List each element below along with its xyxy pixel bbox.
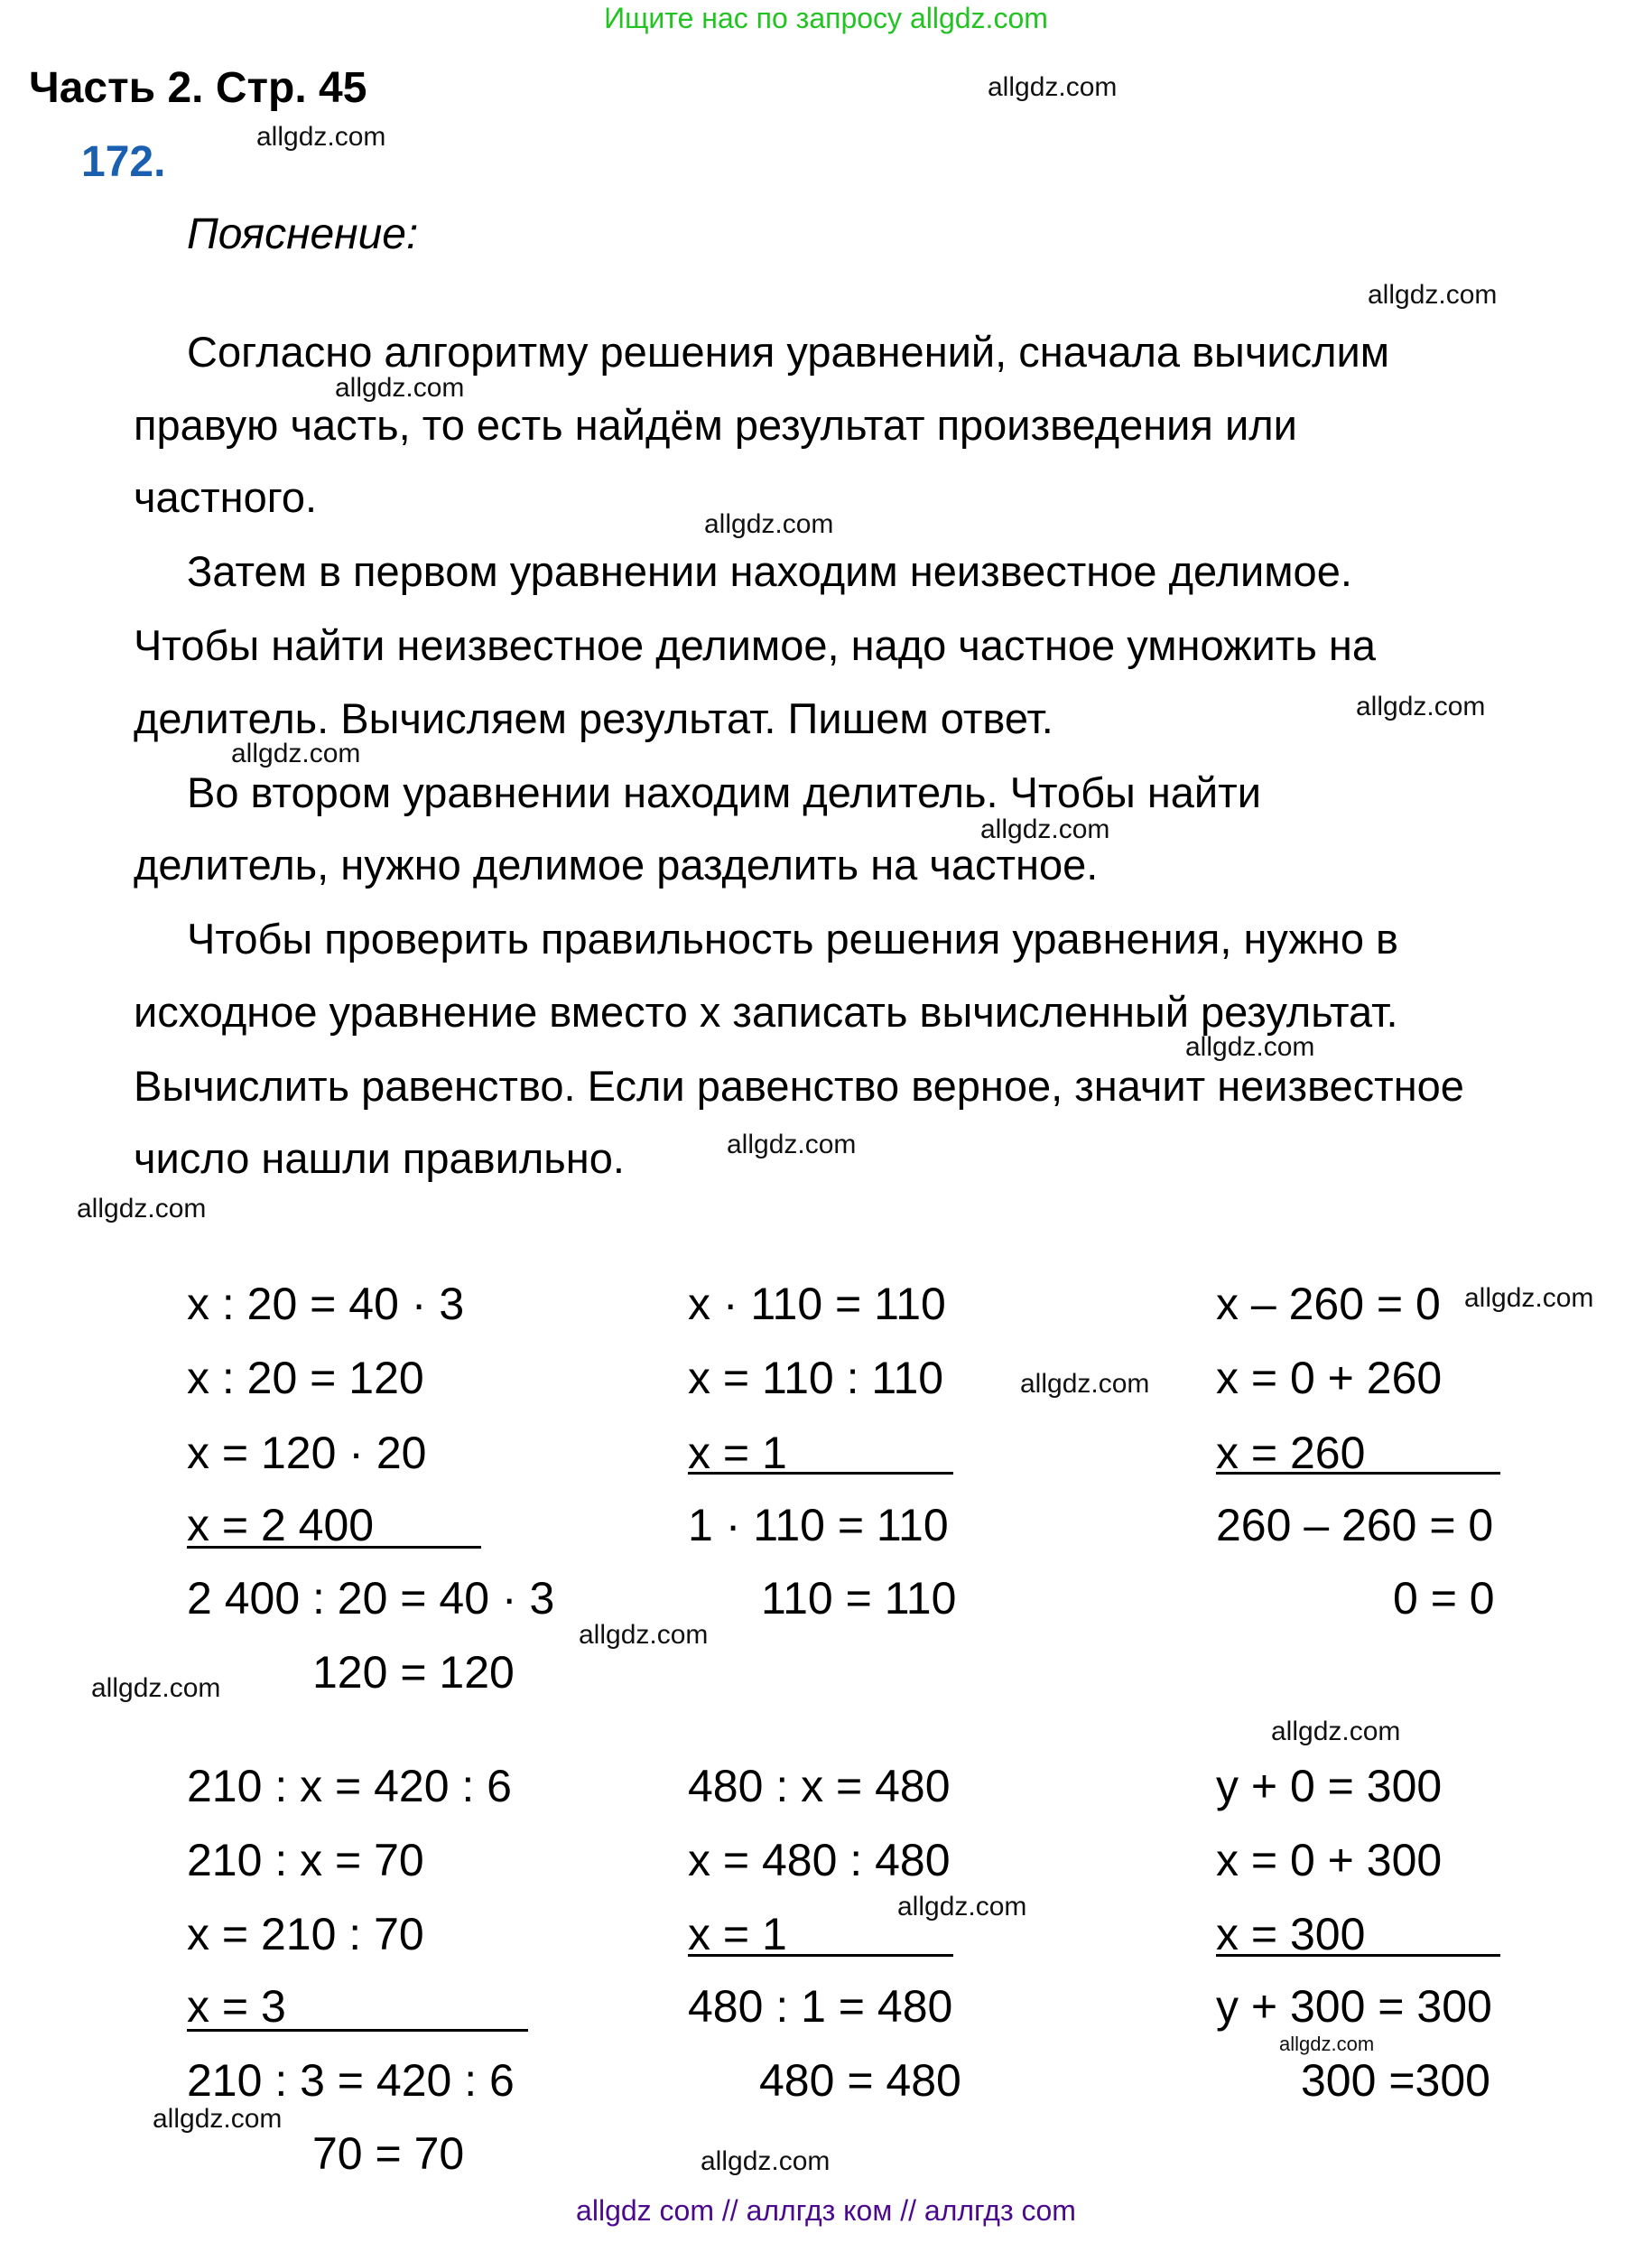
- watermark: allgdz.com: [1020, 1369, 1150, 1399]
- equation-answer: x = 1: [688, 1428, 787, 1478]
- equation-line: x : 20 = 40 · 3: [187, 1279, 465, 1329]
- task-number: 172.: [81, 138, 166, 186]
- equation-line: 0 = 0: [1393, 1573, 1495, 1624]
- watermark: allgdz.com: [256, 122, 386, 152]
- equation-line: x · 110 = 110: [688, 1279, 946, 1329]
- equation-line: 480 : x = 480: [688, 1761, 951, 1811]
- equation-line: x = 120 · 20: [187, 1428, 427, 1478]
- equation-line: x = 110 : 110: [688, 1353, 944, 1403]
- watermark: allgdz.com: [701, 2146, 831, 2176]
- explanation-heading: Пояснение:: [187, 210, 419, 258]
- watermark: allgdz.com: [1279, 2033, 1375, 2055]
- equation-line: y + 0 = 300: [1216, 1761, 1443, 1811]
- answer-underline: [187, 2029, 528, 2032]
- answer-underline: [688, 1472, 953, 1475]
- watermark: allgdz.com: [91, 1673, 221, 1703]
- equation-line: x = 480 : 480: [688, 1835, 951, 1885]
- watermark: allgdz.com: [77, 1194, 207, 1224]
- equation-answer: x = 300: [1216, 1909, 1366, 1959]
- watermark: allgdz.com: [231, 739, 361, 768]
- watermark: allgdz.com: [727, 1130, 857, 1159]
- equation-line: x = 210 : 70: [187, 1909, 424, 1959]
- watermark: allgdz.com: [1356, 692, 1486, 721]
- answer-underline: [187, 1546, 481, 1549]
- equation-line: x = 0 + 260: [1216, 1353, 1443, 1403]
- answer-underline: [1216, 1954, 1500, 1957]
- paragraph-line: число нашли правильно.: [134, 1134, 625, 1182]
- watermark: allgdz.com: [579, 1620, 709, 1650]
- equation-line: 480 = 480: [759, 2055, 961, 2106]
- paragraph-line: Чтобы проверить правильность решения уравнения, нужно в: [187, 915, 1399, 963]
- watermark: allgdz.com: [153, 2104, 283, 2134]
- equation-line: 1 · 110 = 110: [688, 1500, 949, 1550]
- equation-line: x – 260 = 0: [1216, 1279, 1441, 1329]
- paragraph-line: Затем в первом уравнении находим неизвестное делимое.: [187, 547, 1352, 595]
- equation-line: 260 – 260 = 0: [1216, 1500, 1494, 1550]
- equation-line: 210 : x = 70: [187, 1835, 424, 1885]
- equation-line: x = 0 + 300: [1216, 1835, 1443, 1885]
- equation-line: 70 = 70: [312, 2128, 465, 2179]
- paragraph-line: Вычислить равенство. Если равенство верное, значит неизвестное: [134, 1062, 1464, 1110]
- equation-answer: x = 260: [1216, 1428, 1366, 1478]
- equation-line: y + 300 = 300: [1216, 1981, 1492, 2032]
- watermark: allgdz.com: [335, 373, 465, 403]
- watermark: allgdz.com: [1185, 1032, 1315, 1062]
- answer-underline: [1216, 1472, 1500, 1475]
- watermark: allgdz.com: [1368, 280, 1498, 310]
- equation-line: 2 400 : 20 = 40 · 3: [187, 1573, 555, 1624]
- paragraph-line: частного.: [134, 473, 318, 521]
- watermark: allgdz.com: [988, 72, 1118, 102]
- paragraph-line: делитель, нужно делимое разделить на частное.: [134, 841, 1099, 889]
- paragraph-line: правую часть, то есть найдём результат произведения или: [134, 401, 1297, 449]
- page-title: Часть 2. Стр. 45: [29, 64, 367, 112]
- answer-underline: [688, 1954, 953, 1957]
- equation-line: 210 : 3 = 420 : 6: [187, 2055, 515, 2106]
- watermark: allgdz.com: [704, 509, 834, 539]
- equation-line: x : 20 = 120: [187, 1353, 424, 1403]
- paragraph-line: Чтобы найти неизвестное делимое, надо частное умножить на: [134, 621, 1376, 669]
- site-banner[interactable]: Ищите нас по запросу allgdz.com: [604, 2, 1048, 34]
- equation-line: 300 =300: [1301, 2055, 1490, 2106]
- paragraph-line: делитель. Вычисляем результат. Пишем ответ.: [134, 694, 1053, 742]
- paragraph-line: исходное уравнение вместо х записать вычисленный результат.: [134, 988, 1398, 1036]
- equation-line: 480 : 1 = 480: [688, 1981, 953, 2032]
- watermark: allgdz.com: [1271, 1717, 1401, 1746]
- equation-line: 120 = 120: [312, 1647, 515, 1698]
- watermark: allgdz.com: [980, 814, 1110, 844]
- footer-links[interactable]: allgdz com // аллгдз ком // аллгдз com: [576, 2194, 1076, 2227]
- equation-answer: x = 1: [688, 1909, 787, 1959]
- equation-answer: x = 3: [187, 1981, 286, 2032]
- paragraph-line: Во втором уравнении находим делитель. Чтобы найти: [187, 768, 1261, 816]
- watermark: allgdz.com: [897, 1892, 1027, 1922]
- equation-line: 210 : x = 420 : 6: [187, 1761, 512, 1811]
- equation-answer: x = 2 400: [187, 1500, 375, 1550]
- watermark: allgdz.com: [1464, 1283, 1594, 1313]
- equation-line: 110 = 110: [761, 1573, 957, 1624]
- paragraph-line: Согласно алгоритму решения уравнений, сначала вычислим: [187, 328, 1390, 376]
